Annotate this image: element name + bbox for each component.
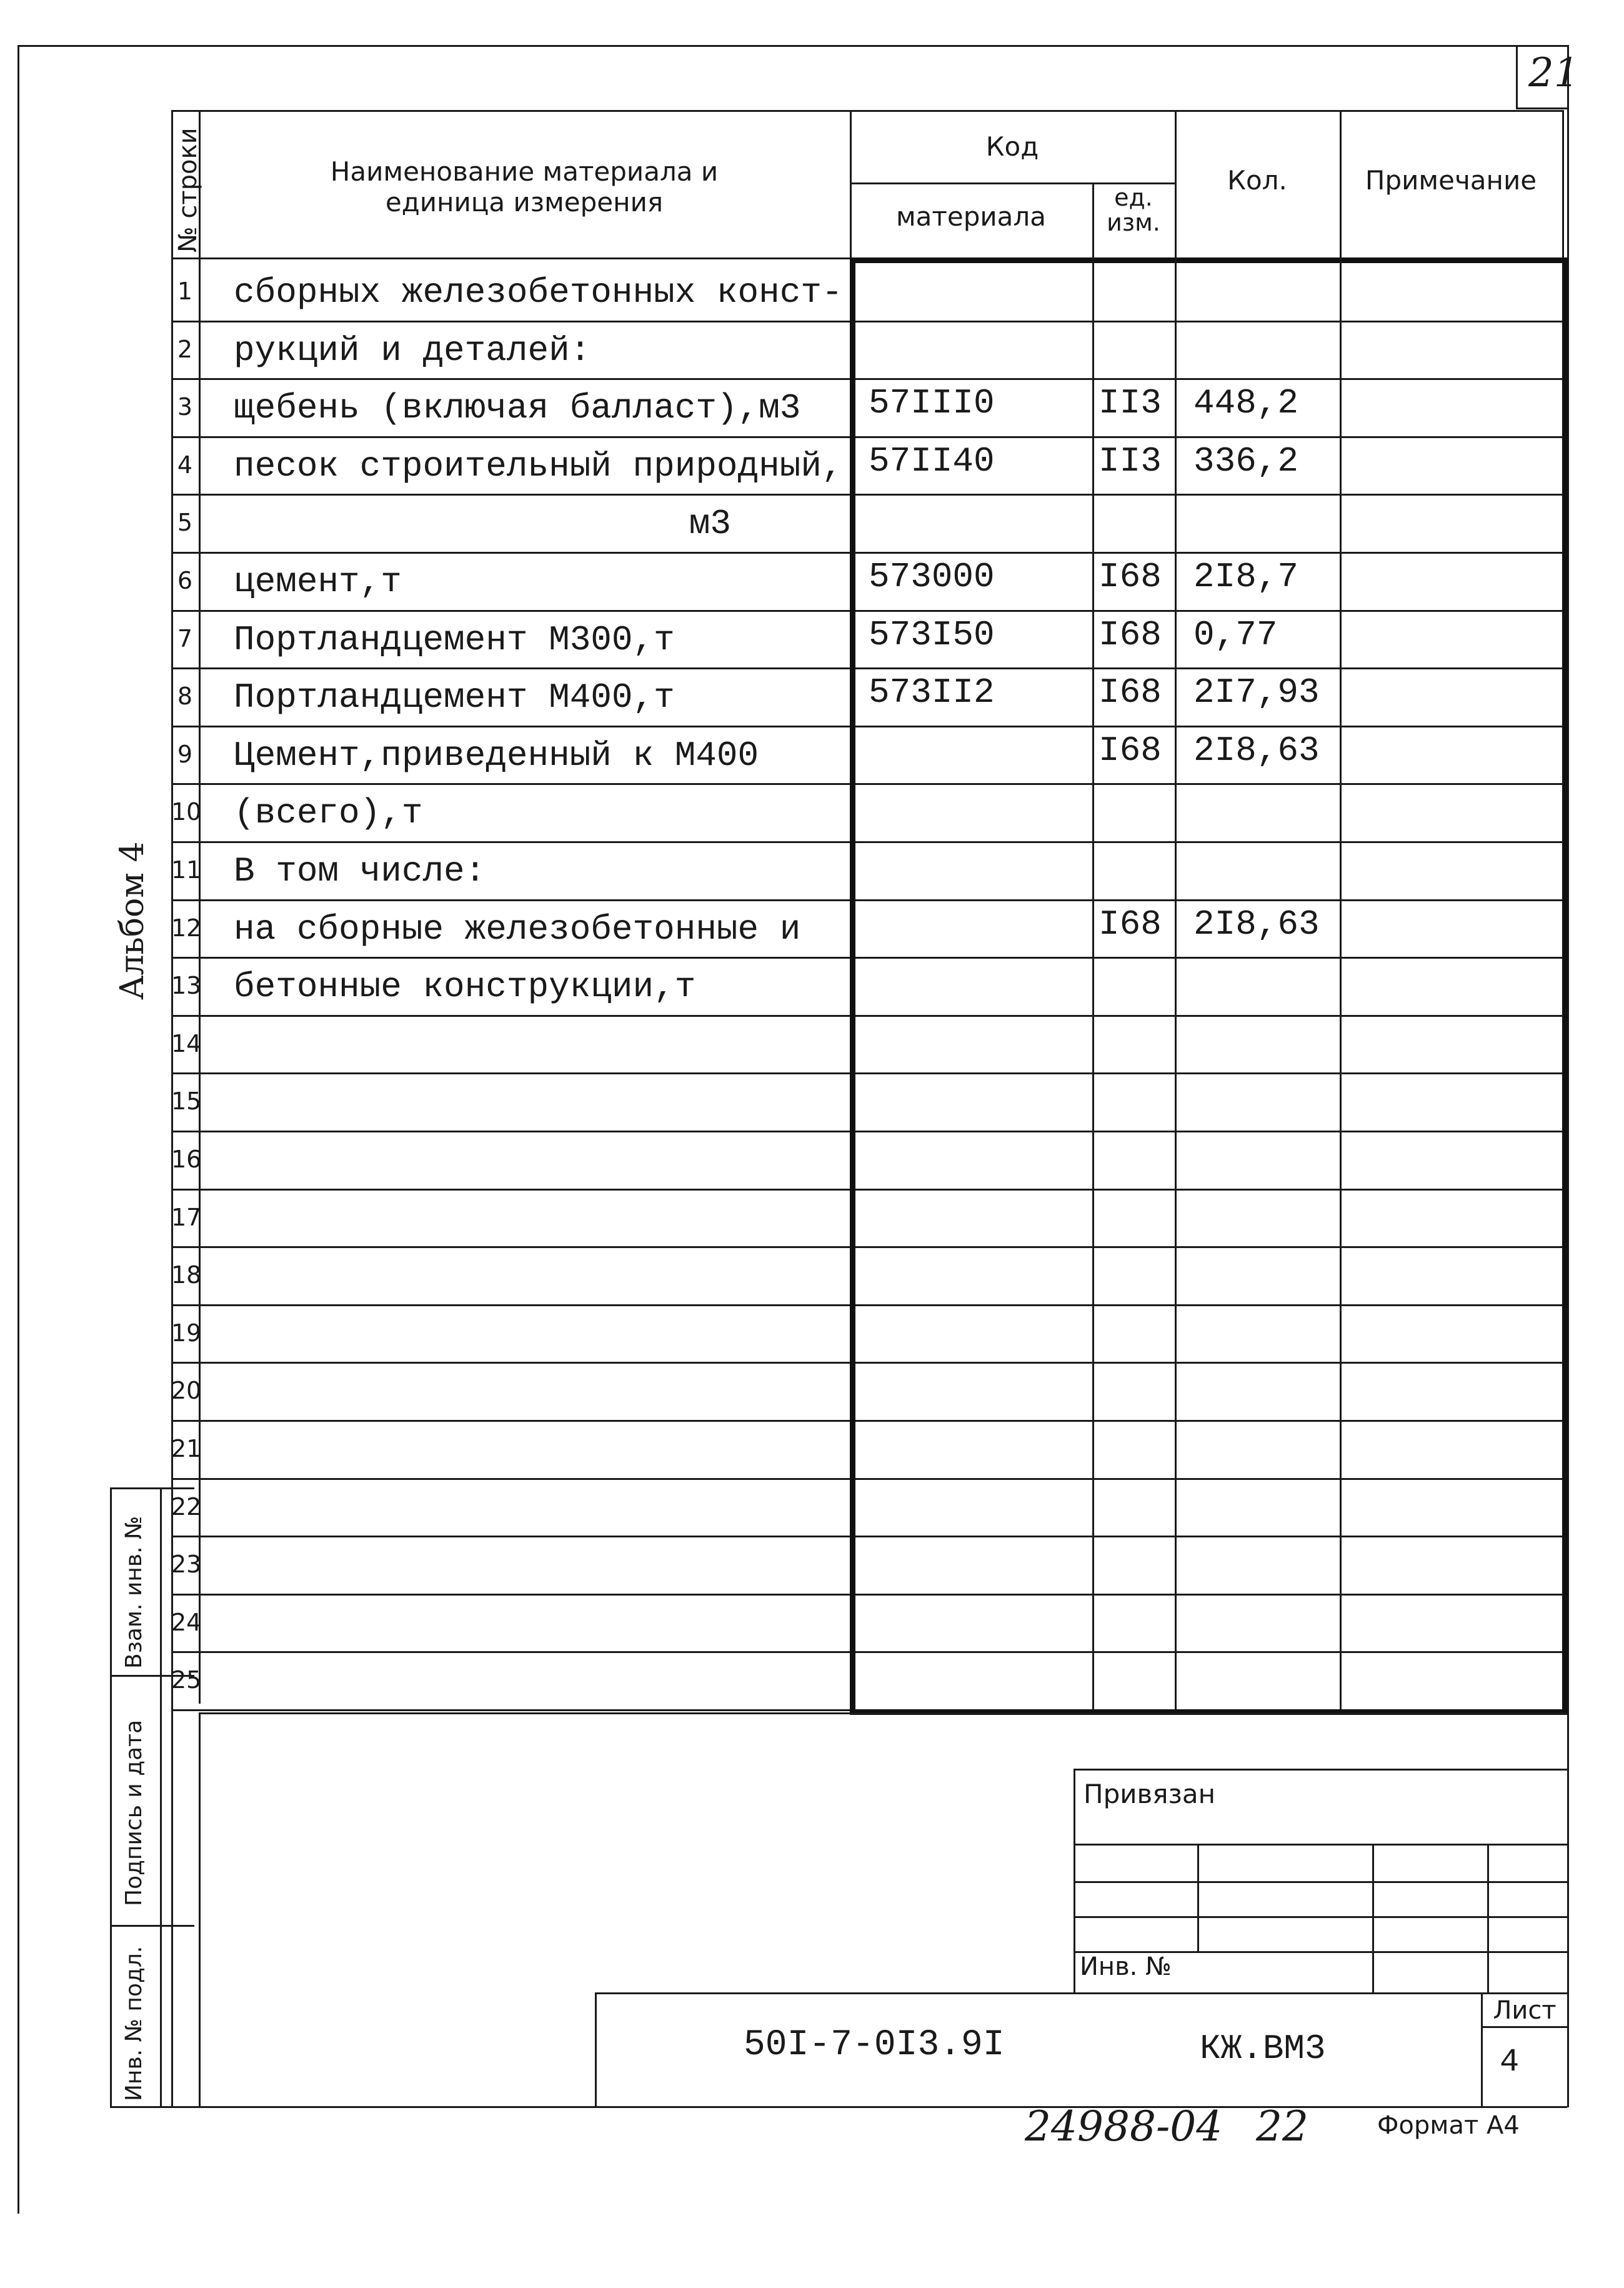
row-number: 10	[171, 798, 202, 826]
table-row	[171, 321, 1562, 322]
row-number: 1	[177, 277, 193, 305]
table-row	[171, 1072, 1562, 1074]
row-unit-code: II3	[1098, 441, 1162, 481]
frame-top	[17, 45, 1567, 47]
table-row	[171, 1651, 1562, 1653]
bound-label: Привязан	[1083, 1779, 1216, 1809]
page-number: 21	[1528, 50, 1580, 96]
title-block-bottom	[110, 2106, 1567, 2108]
row-number: 19	[171, 1319, 202, 1347]
sign-date-label: Подпись и дата	[121, 1719, 147, 1906]
header-code: Код	[985, 131, 1039, 162]
table-row	[171, 899, 1562, 901]
row-material-code: 57III0	[869, 383, 995, 423]
inv-replace-label: Взам. инв. №	[121, 1516, 147, 1669]
row-quantity: 448,2	[1193, 383, 1299, 423]
table-row	[171, 726, 1562, 727]
row-number: 21	[171, 1435, 202, 1462]
row-name: цемент,т	[234, 562, 402, 602]
row-number: 18	[171, 1261, 202, 1289]
handwritten-page: 22	[1256, 2102, 1308, 2151]
table-row	[171, 494, 1562, 496]
table-row	[171, 1304, 1562, 1306]
frame-left	[17, 45, 19, 2214]
row-name: рукций и деталей:	[234, 331, 591, 371]
row-unit-code: I68	[1098, 672, 1162, 712]
row-unit-code: II3	[1098, 383, 1162, 423]
row-material-code: 573II2	[869, 672, 995, 712]
row-number: 9	[177, 741, 193, 768]
table-row	[171, 436, 1562, 438]
header-row-no: № строки	[174, 127, 202, 252]
table-row	[171, 667, 1562, 669]
row-material-code: 573I50	[869, 615, 995, 655]
row-material-code: 57II40	[869, 441, 995, 481]
row-unit-code: I68	[1098, 557, 1162, 597]
row-quantity: 336,2	[1193, 441, 1299, 481]
sheet-number: 4	[1500, 2044, 1520, 2081]
row-number: 24	[171, 1609, 202, 1636]
row-name: Портландцемент М400,т	[234, 677, 675, 717]
row-number: 25	[171, 1666, 202, 1694]
row-number: 13	[171, 972, 202, 999]
table-row	[171, 378, 1562, 380]
table-row	[171, 957, 1562, 959]
side-stamp	[110, 1487, 112, 2106]
header-code-unit: ед. изм.	[1107, 184, 1160, 236]
row-quantity: 2I8,63	[1193, 904, 1320, 944]
row-quantity: 2I8,7	[1193, 557, 1299, 597]
header-name: Наименование материала и единица измерения	[330, 156, 719, 217]
table-row	[171, 1131, 1562, 1132]
row-number: 3	[177, 393, 193, 421]
row-material-code: 573000	[869, 557, 995, 597]
bound-box	[1074, 1769, 1567, 1771]
row-name: В том числе:	[234, 851, 486, 891]
table-row	[171, 610, 1562, 612]
row-number: 23	[171, 1551, 202, 1578]
header-note: Примечание	[1365, 165, 1537, 196]
row-name: на сборные железобетонные и	[234, 909, 801, 949]
inv-no-label: Инв. №	[1080, 1952, 1172, 1981]
row-quantity: 2I7,93	[1193, 672, 1320, 712]
table-row	[171, 552, 1562, 554]
page-number-box	[1516, 45, 1518, 107]
inv-original-label: Инв. № подл.	[121, 1946, 147, 2101]
row-number: 14	[171, 1030, 202, 1057]
row-name: щебень (включая балласт),м3	[234, 388, 801, 428]
row-name: Цемент,приведенный к М400	[234, 736, 759, 776]
drawing-mark: КЖ.ВМ3	[1200, 2029, 1326, 2069]
row-name: сборных железобетонных конст-	[234, 272, 843, 312]
row-unit-code: I68	[1098, 731, 1162, 771]
row-number: 20	[171, 1377, 202, 1404]
row-name: (всего),т	[234, 793, 423, 833]
row-number: 16	[171, 1146, 202, 1173]
table-row	[171, 1594, 1562, 1596]
row-number: 11	[171, 856, 202, 884]
table-row	[171, 1189, 1562, 1191]
row-name: Портландцемент М300,т	[234, 620, 675, 660]
row-number: 6	[177, 567, 193, 594]
row-quantity: 0,77	[1193, 615, 1278, 655]
row-name: м3	[689, 504, 731, 544]
row-number: 8	[177, 682, 193, 710]
table-row	[171, 783, 1562, 785]
row-number: 7	[177, 625, 193, 652]
table-row	[171, 1015, 1562, 1017]
row-name: бетонные конструкции,т	[234, 967, 696, 1007]
row-number: 5	[177, 509, 193, 536]
header-qty: Кол.	[1227, 165, 1287, 196]
album-label: Альбом 4	[114, 841, 151, 1000]
table-row	[171, 1478, 1562, 1480]
table-row	[171, 1420, 1562, 1422]
row-number: 4	[177, 451, 193, 479]
row-number: 17	[171, 1204, 202, 1231]
row-unit-code: I68	[1098, 904, 1162, 944]
row-number: 15	[171, 1087, 202, 1115]
table-row	[171, 1362, 1562, 1364]
row-number: 22	[171, 1493, 202, 1521]
row-number: 2	[177, 336, 193, 363]
row-unit-code: I68	[1098, 615, 1162, 655]
table-row	[171, 1536, 1562, 1537]
row-name: песок строительный природный,	[234, 446, 843, 486]
sheet-label: Лист	[1493, 1996, 1557, 2025]
header-code-material: материала	[895, 201, 1046, 232]
format-label: Формат А4	[1377, 2111, 1520, 2140]
table-row	[171, 1246, 1562, 1248]
row-quantity: 2I8,63	[1193, 731, 1320, 771]
row-number: 12	[171, 914, 202, 942]
handwritten-number: 24988-04	[1025, 2102, 1223, 2151]
doc-code: 50I-7-0I3.9I	[744, 2025, 1005, 2066]
header-top-line	[171, 110, 1562, 112]
table-row	[171, 841, 1562, 843]
body-border-top	[850, 257, 1567, 263]
